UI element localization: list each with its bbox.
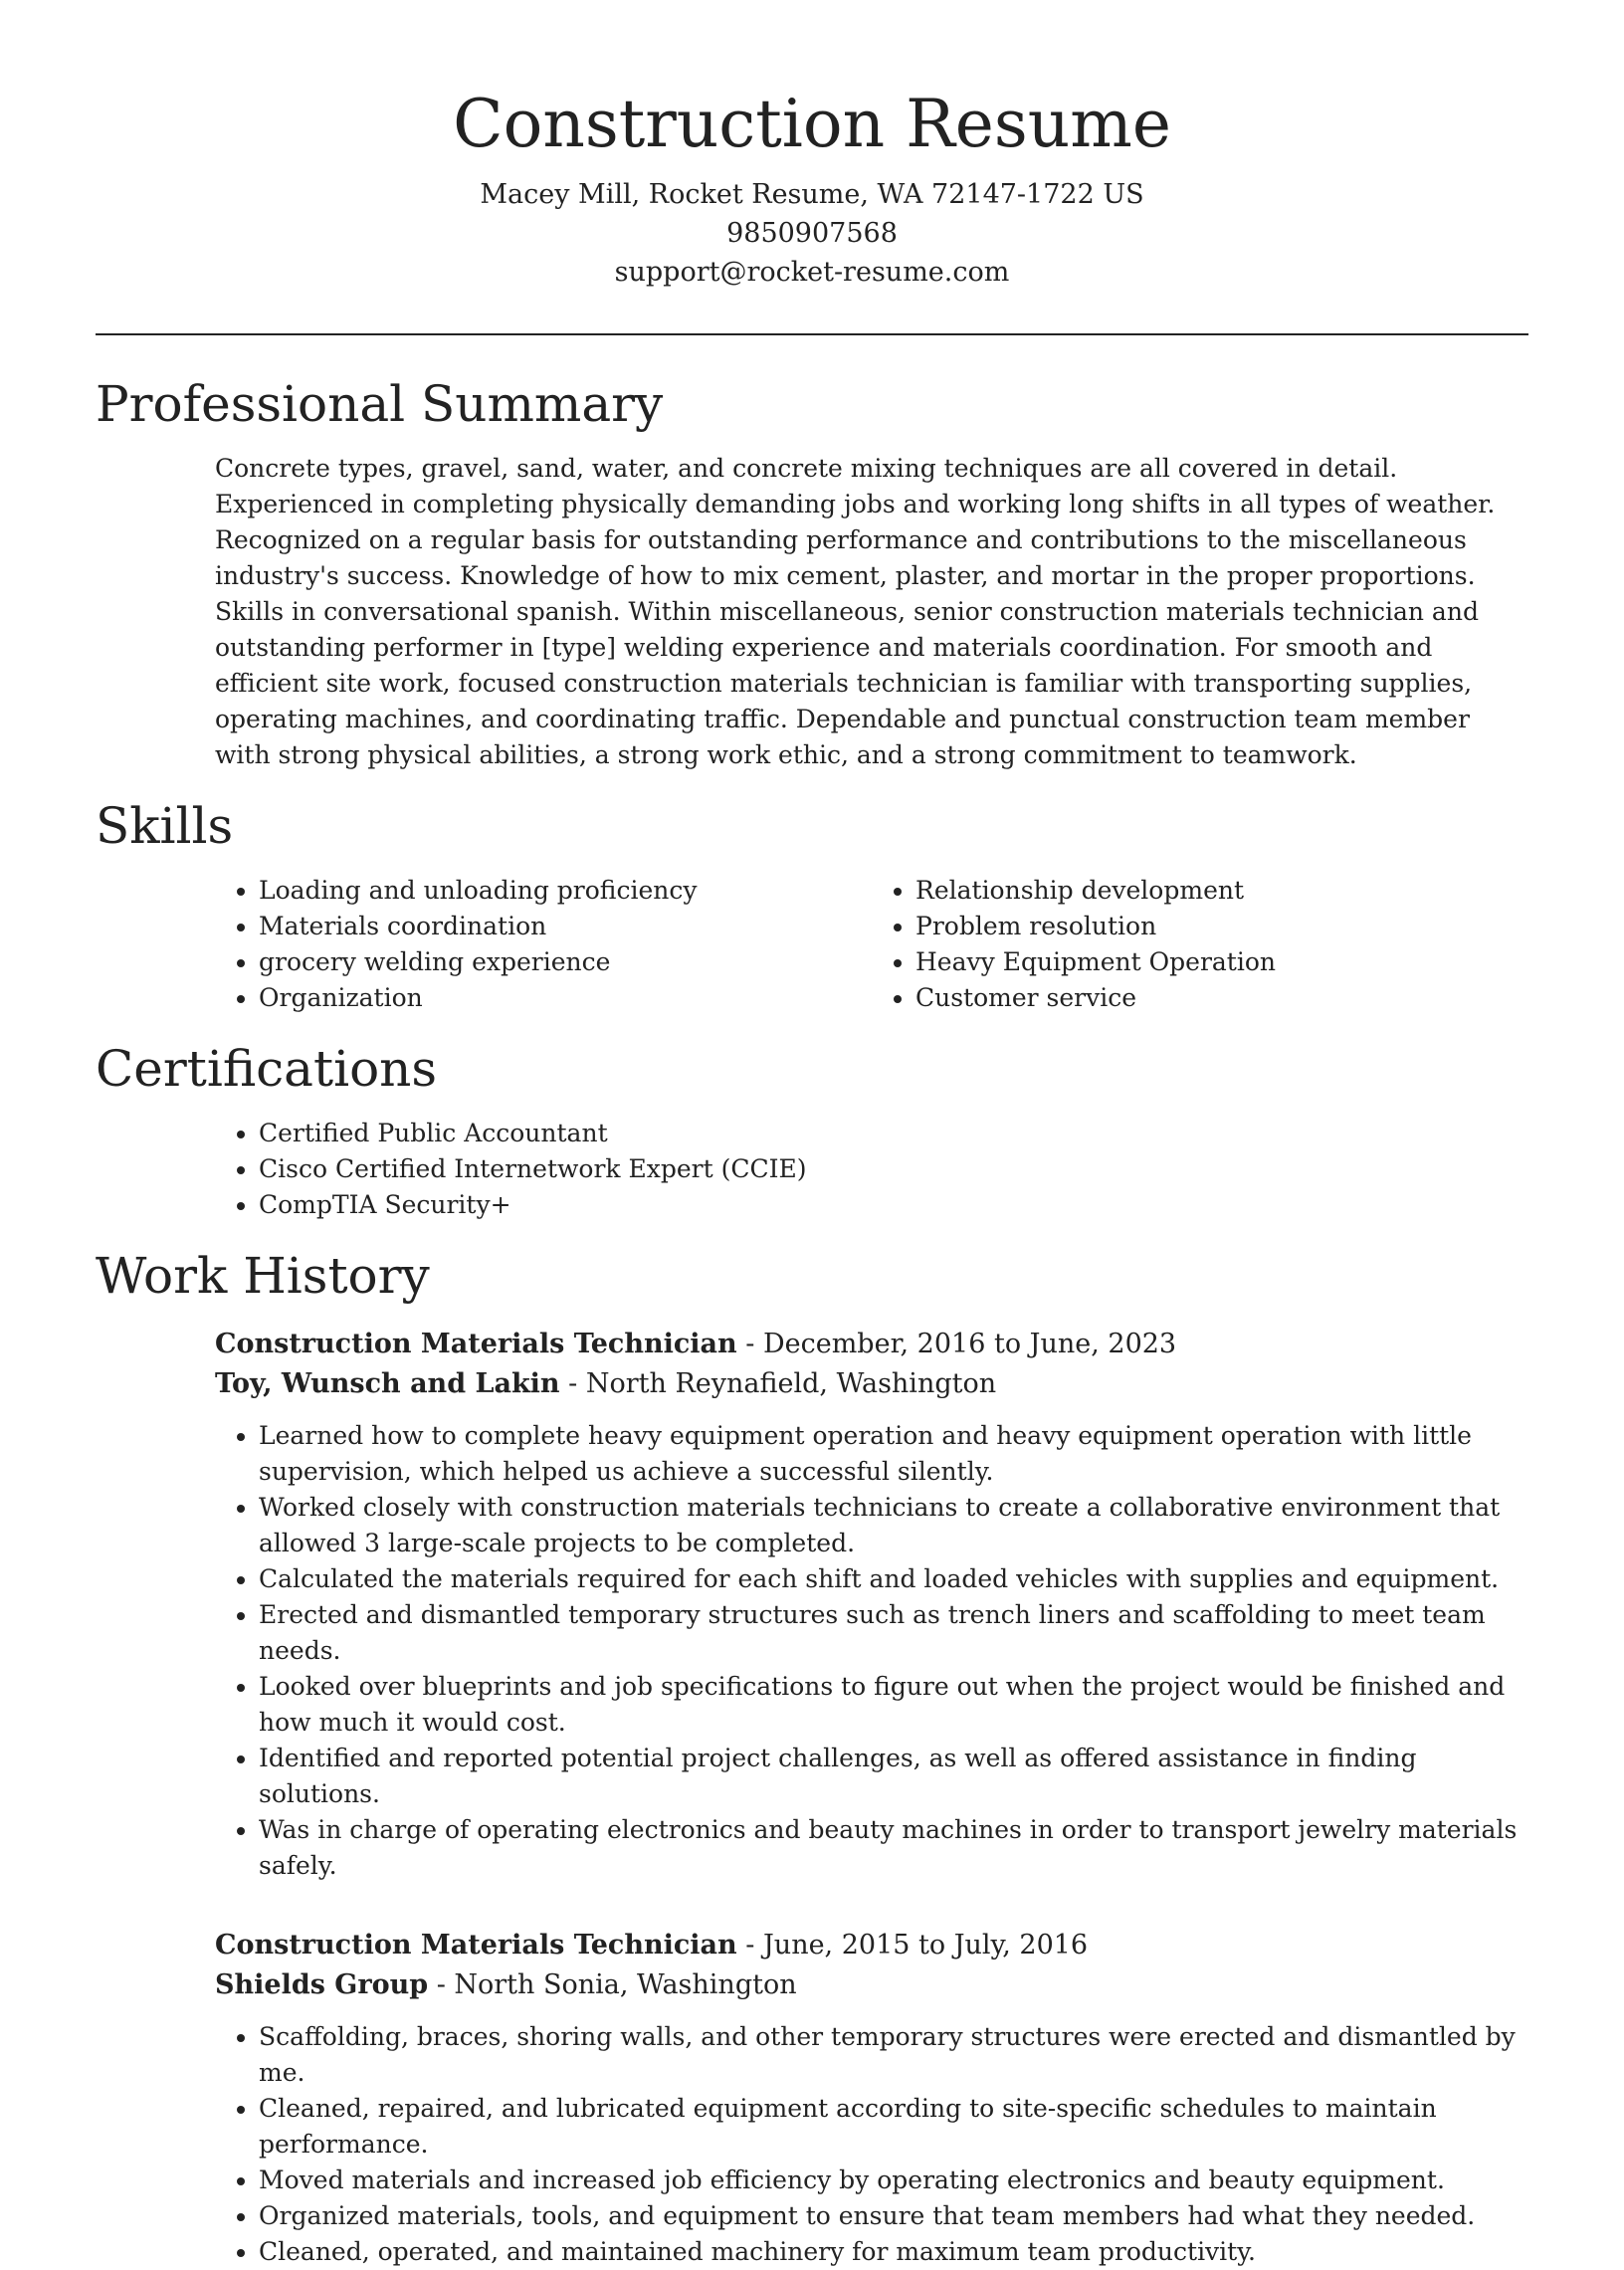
contact-phone: 9850907568	[726, 218, 898, 249]
skill-item: • grocery welding experience	[259, 944, 872, 980]
skills-list-left	[215, 873, 872, 1016]
job-entry	[215, 1926, 1528, 2270]
certifications-list	[215, 1116, 1528, 1223]
certifications-section	[96, 1038, 1528, 1223]
skills-section	[96, 795, 1528, 1016]
job-role: Construction Materials Technician	[215, 1930, 737, 1960]
job-bullet: • Identified and reported potential project challenges, as well as offered assistance in finding solutions.	[259, 1741, 1528, 1812]
skill-item: • Customer service	[915, 980, 1528, 1016]
resume-page	[96, 0, 1528, 2270]
job-bullet-list	[215, 1418, 1528, 1884]
job-bullet: • Learned how to complete heavy equipment operation and heavy equipment operation with little supervision, which helped us achieve a successful silently.	[259, 1418, 1528, 1490]
job-bullet: • Cleaned, repaired, and lubricated equipment according to site-specific schedules to maintain performance.	[259, 2091, 1528, 2163]
job-company-line	[215, 1965, 1528, 2005]
job-company-line	[215, 1364, 1528, 1404]
skill-item: • Heavy Equipment Operation	[915, 944, 1528, 980]
job-title-line	[215, 1325, 1528, 1364]
skills-list-right	[872, 873, 1528, 1016]
professional-summary-section	[96, 373, 1528, 773]
job-bullet: • Looked over blueprints and job specifications to figure out when the project would be finished and how much it would cost.	[259, 1669, 1528, 1741]
job-company: Shields Group	[215, 1969, 429, 2000]
job-bullet: • Worked closely with construction materials technicians to create a collaborative environment that allowed 3 large-scale projects to be completed.	[259, 1490, 1528, 1561]
skill-item: • Relationship development	[915, 873, 1528, 909]
job-bullet: • Was in charge of operating electronics and beauty machines in order to transport jewelry materials safely.	[259, 1812, 1528, 1884]
header-divider	[96, 333, 1528, 335]
skills-heading: Skills	[96, 797, 234, 855]
contact-block	[96, 175, 1528, 292]
job-entry	[215, 1325, 1528, 1884]
work-history-section	[96, 1245, 1528, 2270]
work-history-heading: Work History	[96, 1247, 430, 1305]
job-role: Construction Materials Technician	[215, 1329, 737, 1359]
contact-address: Macey Mill, Rocket Resume, WA 72147-1722 US	[480, 179, 1144, 210]
certification-item: • CompTIA Security+	[259, 1187, 1528, 1223]
resume-title: Construction Resume	[453, 86, 1171, 162]
job-location: - North Sonia, Washington	[428, 1969, 797, 2000]
job-bullet: • Organized materials, tools, and equipment to ensure that team members had what they needed.	[259, 2198, 1528, 2234]
skills-grid	[215, 873, 1528, 1016]
job-bullet: • Calculated the materials required for each shift and loaded vehicles with supplies and equipment.	[259, 1561, 1528, 1597]
certification-item: • Certified Public Accountant	[259, 1116, 1528, 1151]
job-bullet: • Moved materials and increased job efficiency by operating electronics and beauty equipment.	[259, 2163, 1528, 2198]
job-bullet: • Scaffolding, braces, shoring walls, and other temporary structures were erected and dismantled by me.	[259, 2019, 1528, 2091]
skill-item: • Materials coordination	[259, 909, 872, 944]
certification-item: • Cisco Certified Internetwork Expert (CCIE)	[259, 1151, 1528, 1187]
job-bullet: • Erected and dismantled temporary structures such as trench liners and scaffolding to meet team needs.	[259, 1597, 1528, 1669]
job-bullet: • Cleaned, operated, and maintained machinery for maximum team productivity.	[259, 2234, 1528, 2270]
job-bullet-list	[215, 2019, 1528, 2270]
job-location: - North Reynafield, Washington	[559, 1368, 997, 1399]
professional-summary-text: Concrete types, gravel, sand, water, and concrete mixing techniques are all covered in detail. Experienced in completing physically demanding jobs and working long shifts in all types of weather. Recognized on a regular basis for outstanding performance and contributions to the miscellaneous industry's success. Knowledge of how to mix cement, plaster, and mortar in the proper proportions. Skills in conversational spanish. Within miscellaneous, senior construction materials technician and outstanding performer in [type] welding experience and materials coordination. For smooth and efficient site work, focused construction materials technician is familiar with transporting supplies, operating machines, and coordinating traffic. Dependable and punctual construction team member with strong physical abilities, a strong work ethic, and a strong commitment to teamwork.	[215, 454, 1496, 769]
skill-item: • Problem resolution	[915, 909, 1528, 944]
contact-email: support@rocket-resume.com	[614, 257, 1010, 288]
professional-summary-heading: Professional Summary	[96, 375, 664, 433]
skill-item: • Organization	[259, 980, 872, 1016]
certifications-heading: Certifications	[96, 1040, 438, 1098]
job-title-line	[215, 1926, 1528, 1965]
job-dates: - June, 2015 to July, 2016	[736, 1930, 1089, 1960]
job-company: Toy, Wunsch and Lakin	[215, 1368, 560, 1399]
skill-item: • Loading and unloading proficiency	[259, 873, 872, 909]
job-dates: - December, 2016 to June, 2023	[736, 1329, 1177, 1359]
